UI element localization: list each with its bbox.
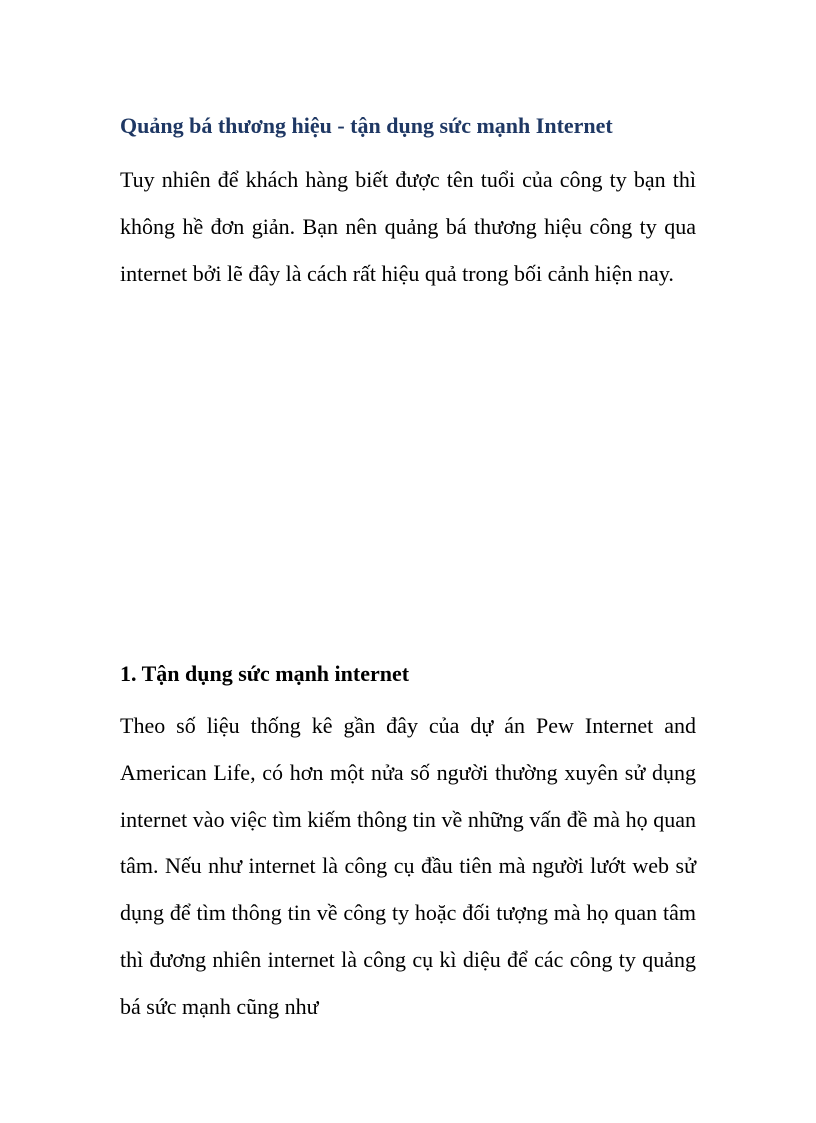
document-title: Quảng bá thương hiệu - tận dụng sức mạnh Internet: [120, 113, 613, 138]
section-paragraph: Theo số liệu thống kê gần đây của dự án Pew Internet and American Life, có hơn một nửa số người thường xuyên sử dụng internet vào việc tìm kiếm thông tin về những vấn đề mà họ quan tâm. Nếu như internet là công cụ đầu tiên mà người lướt web sử dụng để tìm thông tin về công ty hoặc đối tượng mà họ quan tâm thì đương nhiên internet là công cụ kì diệu để các công ty quảng bá sức mạnh cũng như: [120, 713, 696, 1019]
section-heading: 1. Tận dụng sức mạnh internet: [120, 661, 410, 686]
intro-paragraph: Tuy nhiên để khách hàng biết được tên tuổi của công ty bạn thì không hề đơn giản. Bạn nên quảng bá thương hiệu công ty qua internet bởi lẽ đây là cách rất hiệu quả trong bối cảnh hiện nay.: [120, 167, 696, 286]
